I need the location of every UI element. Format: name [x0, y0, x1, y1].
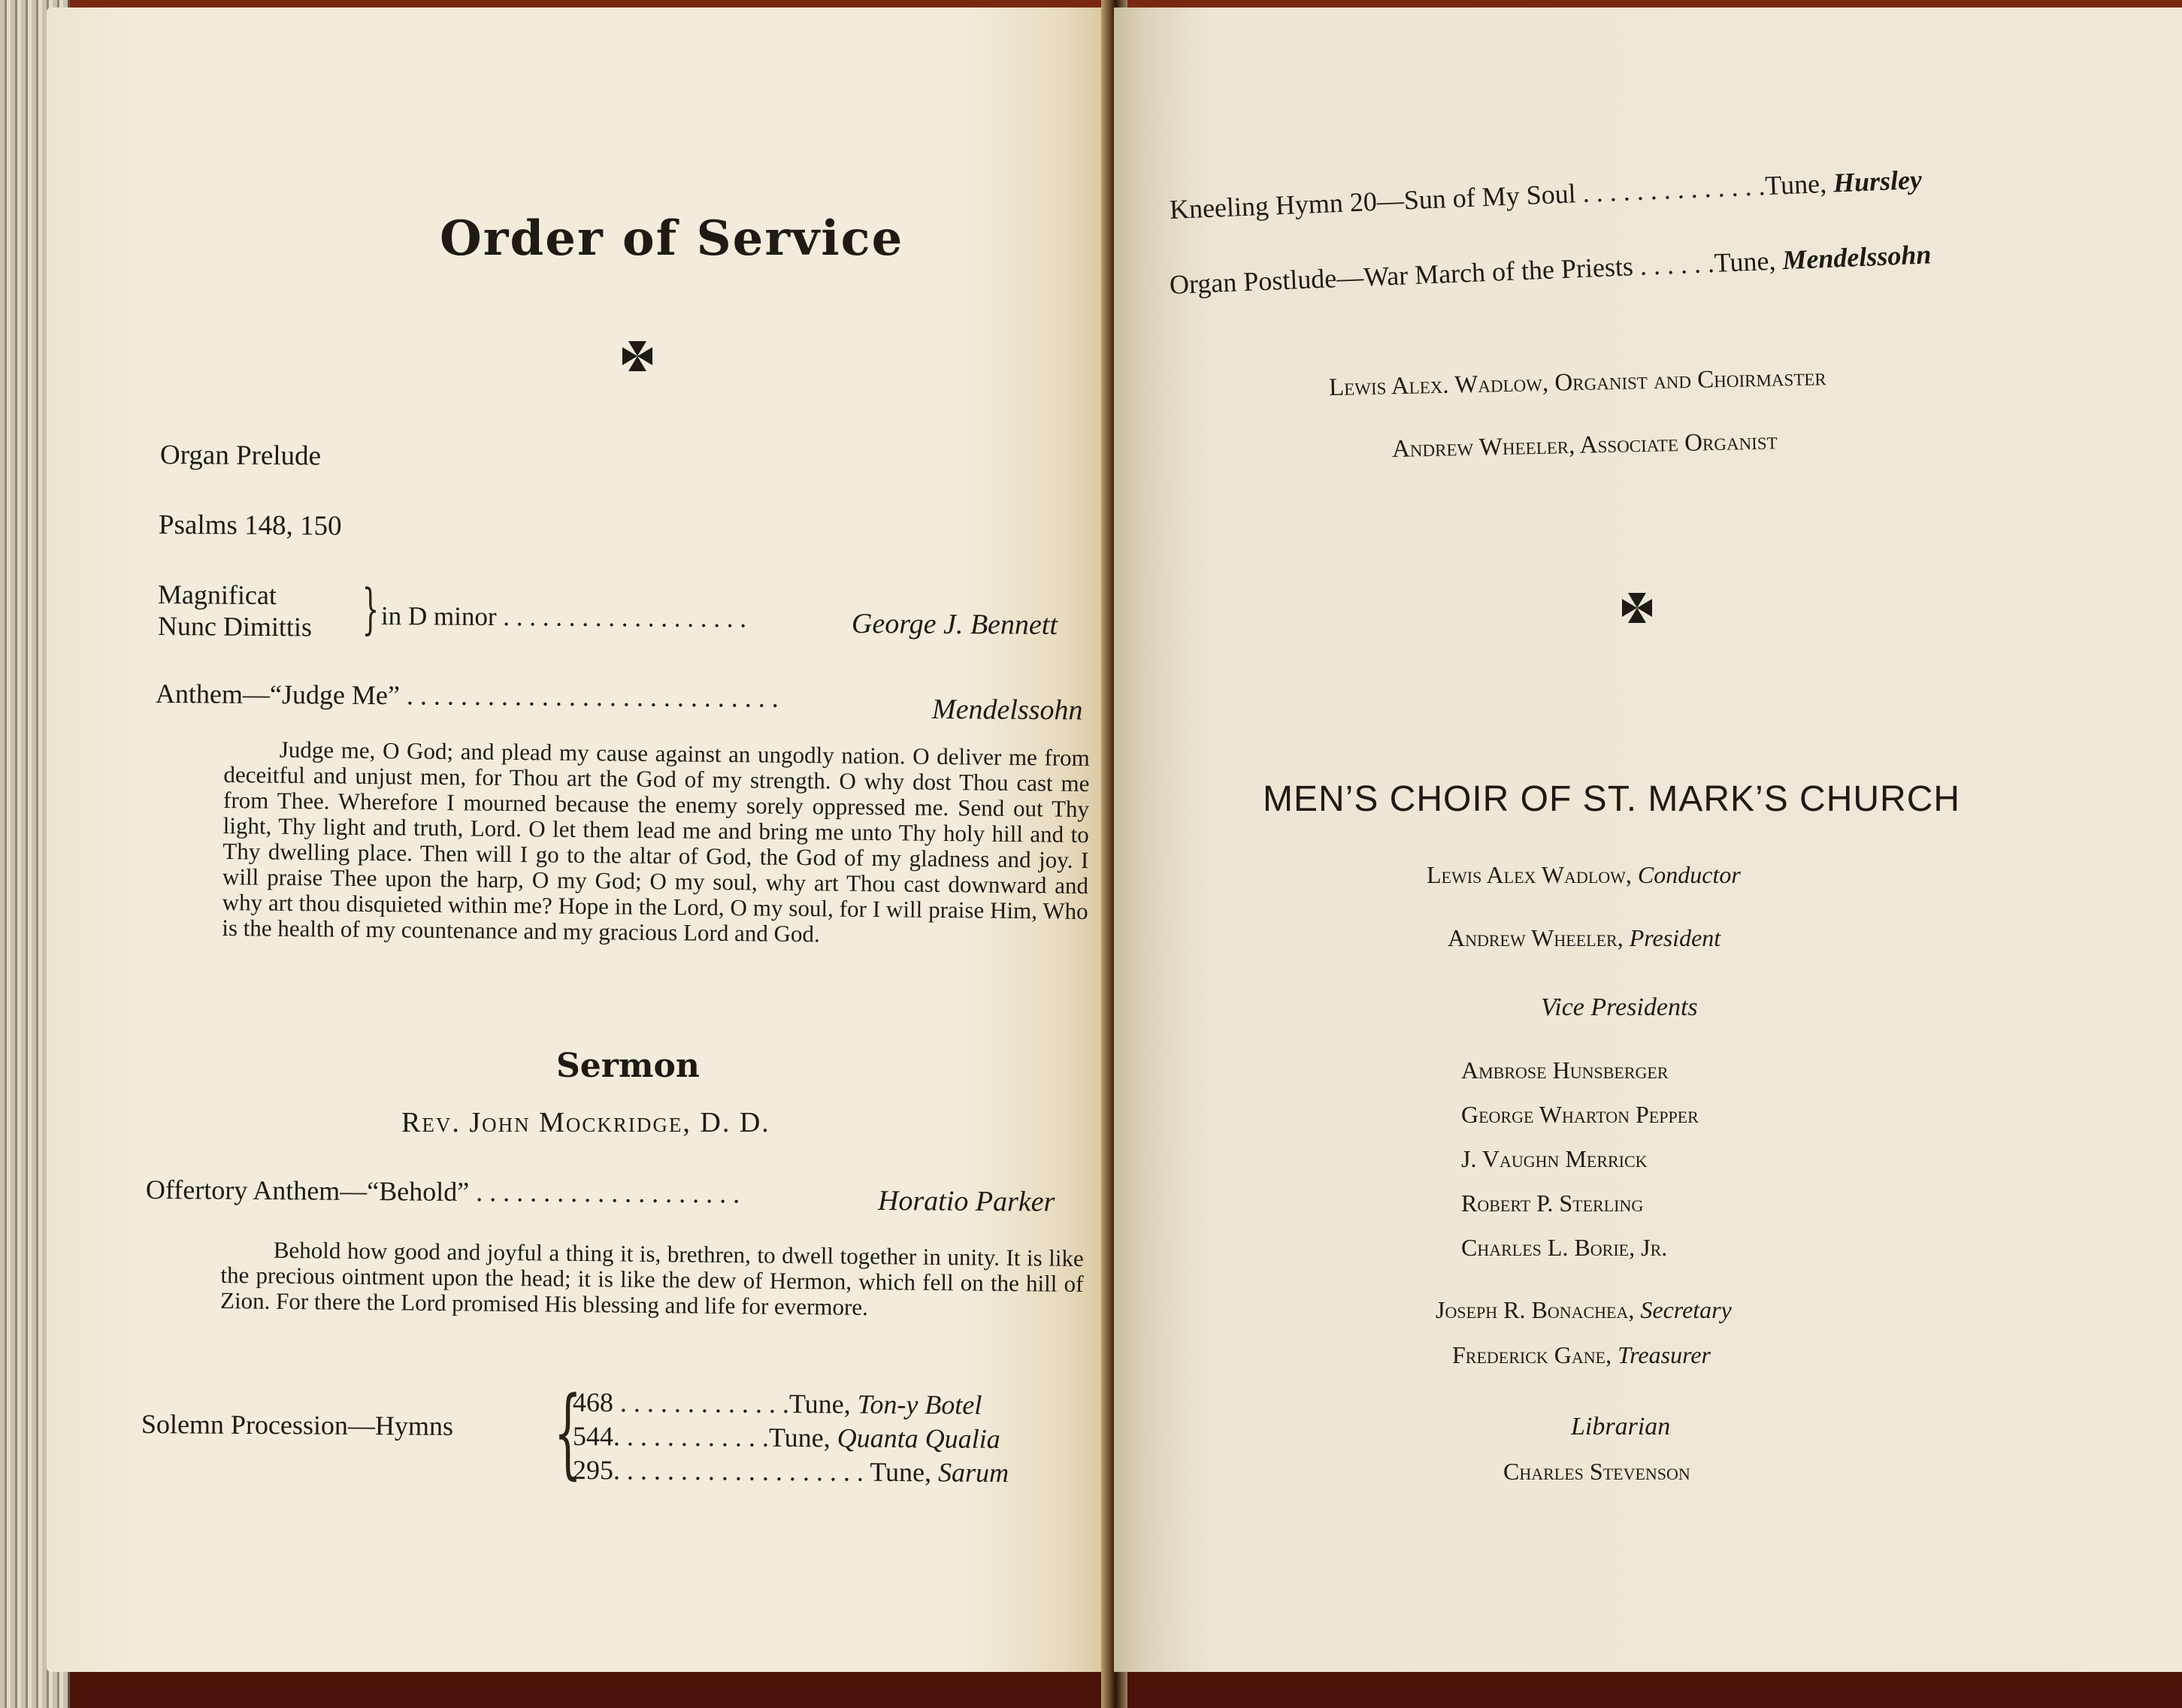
vice-president-1: Ambrose Hunsberger — [1461, 1057, 1669, 1084]
hymn-tune: Quanta Qualia — [837, 1422, 1000, 1454]
sermon-heading: Sermon — [556, 1047, 700, 1085]
president-name: Andrew Wheeler, — [1448, 924, 1630, 951]
magnificat: Magnificat — [157, 579, 277, 611]
treasurer-role: Treasurer — [1618, 1341, 1711, 1368]
offertory-label: Offertory Anthem—“Behold” . . . . . . . . . . . . . . . . . . . . — [145, 1174, 740, 1209]
offertory-composer: Horatio Parker — [877, 1185, 1055, 1218]
nunc-dimittis: Nunc Dimittis — [157, 611, 313, 642]
offertory-text: Behold how good and joyful a thing it is, brethren, to dwell together in unity. It is like the precious ointment upon the head; it is like the dew of Hermon, which fell on the hill of Zion. For there the Lord promised His blessing and life for evermore. — [219, 1236, 1084, 1321]
canticle-key — [381, 601, 746, 633]
anthem-text: Judge me, O God; and plead my cause against an ungodly nation. O deliver me from deceitful and unjust men, for Thou art the God of my strength. O why dost Thou cast me from Thee. Wherefore I mourned because the enemy sorely oppressed me. Send out Thy light, Thy light and truth, Lord. O let them lead me and bring me unto Thy holy hill and to Thy dwelling place. Then will I go to the altar of God, the God of my gladness and joy. I will praise Thee upon the harp, O my God; O my soul, why art Thou cast downward and why art thou disquieted within me? Hope in the Lord, O my soul, for I will praise Him, Who is the health of my countenance and my gracious Lord and God. — [222, 736, 1090, 948]
vice-president-5: Charles L. Borie, Jr. — [1461, 1234, 1668, 1261]
preacher: Rev. John Mockridge, D. D. — [401, 1107, 770, 1138]
secretary-role: Secretary — [1640, 1296, 1732, 1323]
vice-presidents-heading: Vice Presidents — [1541, 993, 1698, 1021]
conductor-line — [1427, 861, 1741, 889]
hymn-row-2 — [573, 1420, 1000, 1455]
hymn-tune: Sarum — [937, 1457, 1009, 1489]
organ-prelude: Organ Prelude — [159, 440, 322, 472]
maltese-cross-icon — [1621, 591, 1654, 624]
hymn-dots: . . . . . . . . . . . .Tune, — [613, 1421, 837, 1453]
canticle-key-text: in D minor . . . . . . . . . . . . . . . . . . . — [380, 601, 747, 633]
kneeling-hymn-text: Kneeling Hymn 20—Sun of My Soul . . . . . . . . . . . . . .Tune, — [1169, 168, 1834, 225]
hymn-row-1 — [573, 1386, 982, 1421]
kneeling-tune: Hursley — [1832, 164, 1923, 198]
hymn-tune: Ton-y Botel — [857, 1389, 982, 1420]
hymn-number: 295 — [572, 1455, 614, 1486]
president-line — [1448, 924, 1720, 952]
secretary-line — [1436, 1296, 1732, 1324]
organist-line: Lewis Alex. Wadlow, Organist and Choirmaster — [1328, 364, 1827, 401]
procession-label: Solemn Procession—Hymns — [141, 1409, 454, 1441]
associate-organist-line: Andrew Wheeler, Associate Organist — [1391, 428, 1778, 463]
hymn-dots: . . . . . . . . . . . . . . . . . . . Tune, — [613, 1455, 939, 1488]
vice-president-3: J. Vaughn Merrick — [1461, 1145, 1648, 1172]
anthem-label: Anthem—“Judge Me” . . . . . . . . . . . . . . . . . . . . . . . . . . . . — [155, 679, 779, 713]
secretary-name: Joseph R. Bonachea, — [1436, 1296, 1641, 1323]
postlude-text: Organ Postlude—War March of the Priests . . . . . .Tune, — [1169, 245, 1784, 300]
hymn-number: 468 — [572, 1387, 614, 1418]
maltese-cross-icon — [621, 340, 654, 373]
vice-president-4: Robert P. Sterling — [1461, 1190, 1644, 1217]
order-of-service-title: Order of Service — [440, 210, 904, 267]
conductor-name: Lewis Alex Wadlow, — [1427, 861, 1638, 888]
hymn-row-3 — [573, 1454, 1009, 1489]
anthem-composer: Mendelssohn — [931, 694, 1083, 727]
hymn-brace: { — [553, 1375, 582, 1489]
librarian-name: Charles Stevenson — [1503, 1458, 1690, 1485]
treasurer-line — [1452, 1341, 1711, 1369]
vice-president-2: George Wharton Pepper — [1461, 1101, 1699, 1128]
president-role: President — [1629, 924, 1721, 951]
conductor-role: Conductor — [1637, 861, 1741, 888]
choir-title: MEN’S CHOIR OF ST. MARK’S CHURCH — [1263, 779, 1961, 819]
postlude-tune: Mendelssohn — [1781, 239, 1932, 276]
hymn-dots: . . . . . . . . . . . . .Tune, — [613, 1387, 858, 1419]
canticle-composer: George J. Bennett — [851, 608, 1058, 641]
psalms: Psalms 148, 150 — [158, 509, 342, 542]
hymn-number: 544 — [572, 1421, 614, 1452]
treasurer-name: Frederick Gane, — [1452, 1341, 1618, 1368]
canticle-brace: } — [362, 577, 380, 640]
librarian-heading: Librarian — [1571, 1413, 1671, 1440]
